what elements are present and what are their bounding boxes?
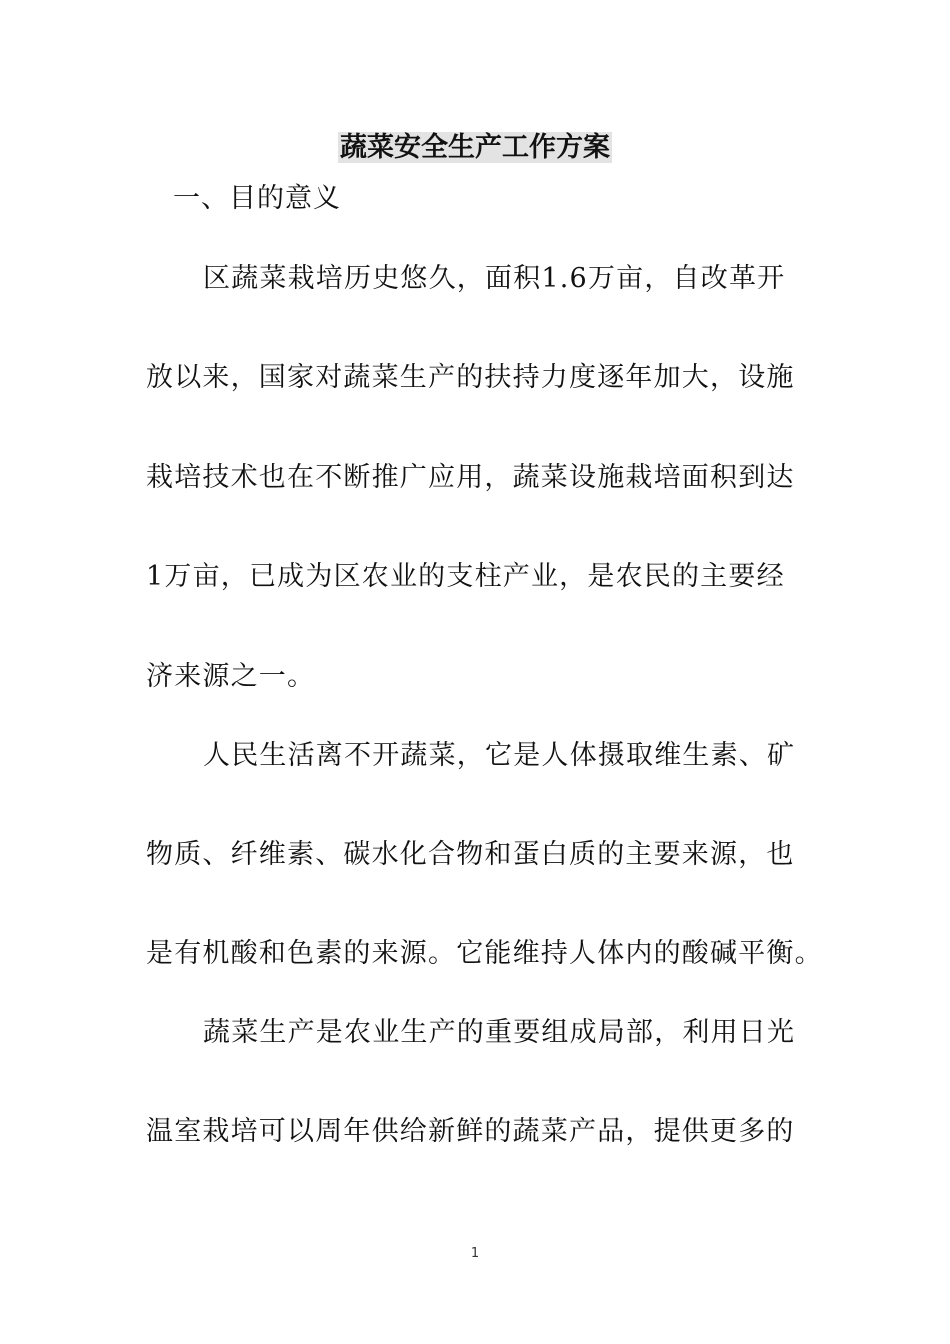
paragraph-line: 1万亩，已成为区农业的支柱产业，是农民的主要经 (146, 561, 785, 592)
paragraph-line: 济来源之一。 (146, 661, 316, 692)
document-title (0, 128, 950, 168)
paragraph-line: 温室栽培可以周年供给新鲜的蔬菜产品，提供更多的 (146, 1116, 795, 1147)
paragraph-line: 放以来，国家对蔬菜生产的扶持力度逐年加大，设施 (146, 362, 795, 393)
paragraph-line: 栽培技术也在不断推广应用，蔬菜设施栽培面积到达 (146, 462, 795, 493)
page-number: 1 (470, 1246, 480, 1261)
paragraph-line: 物质、纤维素、碳水化合物和蛋白质的主要来源，也 (146, 839, 795, 870)
document-title-text: 蔬菜安全生产工作方案 (340, 132, 610, 163)
section-heading: 一、目的意义 (173, 183, 341, 214)
paragraph-line: 人民生活离不开蔬菜，它是人体摄取维生素、矿 (203, 740, 796, 771)
paragraph-line: 是有机酸和色素的来源。它能维持人体内的酸碱平衡。 (146, 938, 823, 969)
paragraph-line: 蔬菜生产是农业生产的重要组成局部，利用日光 (203, 1017, 796, 1048)
paragraph-line: 区蔬菜栽培历史悠久，面积1.6万亩，自改革开 (203, 263, 786, 294)
